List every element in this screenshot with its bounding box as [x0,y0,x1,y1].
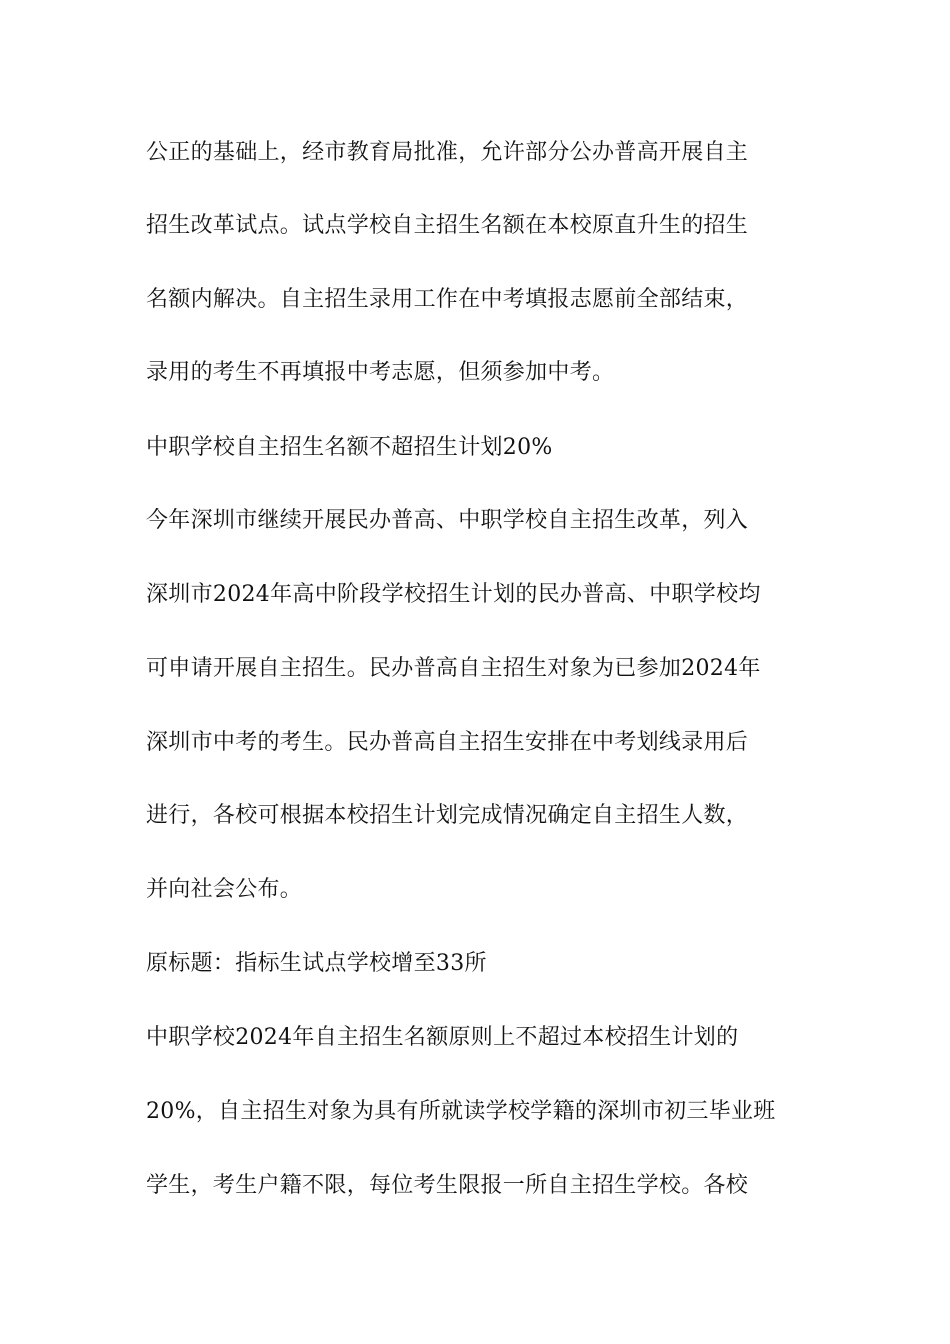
paragraph-line: 深圳市中考的考生。民办普高自主招生安排在中考划线录用后 [146,730,749,755]
section-heading: 中职学校自主招生名额不超招生计划20% [146,435,553,460]
paragraph-line: 学生，考生户籍不限，每位考生限报一所自主招生学校。各校 [146,1173,749,1198]
paragraph-line: 招生改革试点。试点学校自主招生名额在本校原直升生的招生 [146,213,749,238]
paragraph-line: 公正的基础上，经市教育局批准，允许部分公办普高开展自主 [146,140,749,165]
paragraph-line: 可申请开展自主招生。民办普高自主招生对象为已参加2024年 [146,656,761,681]
paragraph-line: 录用的考生不再填报中考志愿，但须参加中考。 [146,360,615,385]
paragraph-line: 名额内解决。自主招生录用工作在中考填报志愿前全部结束， [146,287,749,312]
paragraph-line: 今年深圳市继续开展民办普高、中职学校自主招生改革，列入 [146,508,749,533]
paragraph-line: 并向社会公布。 [146,877,303,902]
paragraph-line: 中职学校2024年自主招生名额原则上不超过本校招生计划的 [146,1025,739,1050]
paragraph-line: 进行，各校可根据本校招生计划完成情况确定自主招生人数， [146,803,749,828]
paragraph-line: 20%，自主招生对象为具有所就读学校学籍的深圳市初三毕业班 [146,1099,776,1124]
original-title-line: 原标题：指标生试点学校增至33所 [146,951,487,976]
paragraph-line: 深圳市2024年高中阶段学校招生计划的民办普高、中职学校均 [146,582,761,607]
